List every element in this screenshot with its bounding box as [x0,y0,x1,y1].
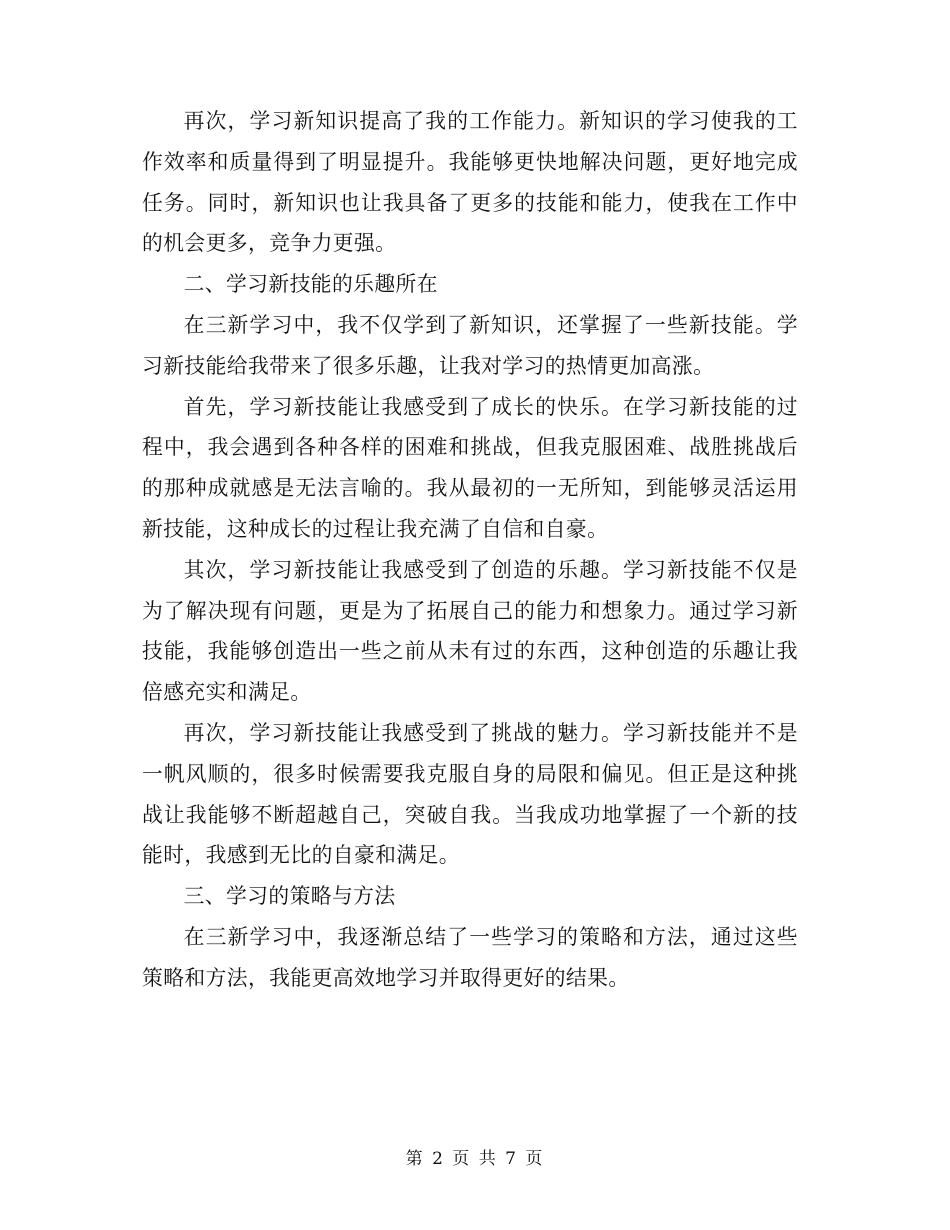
section-heading-strategies: 三、学习的策略与方法 [183,884,396,909]
section-heading-new-skills: 二、学习新技能的乐趣所在 [183,272,438,297]
paragraph-strategies-intro: 在三新学习中，我逐渐总结了一些学习的策略和方法，通过这些策略和方法，我能更高效地学习并取得更好的结果。 [142,924,798,990]
page-number-footer: 第 2 页 共 7 页 [405,1149,545,1169]
paragraph-challenge-charm: 再次，学习新技能让我感受到了挑战的魅力。学习新技能并不是一帆风顺的，很多时候需要我克服自身的局限和偏见。但正是这种挑战让我能够不断超越自己，突破自我。当我成功地掌握了一个新的技能时，我感到无比的自豪和满足。 [142,720,798,868]
paragraph-growth-joy: 首先，学习新技能让我感受到了成长的快乐。在学习新技能的过程中，我会遇到各种各样的困难和挑战，但我克服困难、战胜挑战后的那种成就感是无法言喻的。我从最初的一无所知，到能够灵活运用新技能，这种成长的过程让我充满了自信和自豪。 [142,394,798,541]
paragraph-creation-joy: 其次，学习新技能让我感受到了创造的乐趣。学习新技能不仅是为了解决现有问题，更是为了拓展自己的能力和想象力。通过学习新技能，我能够创造出一些之前从未有过的东西，这种创造的乐趣让我倍感充实和满足。 [142,557,798,705]
document-body [142,101,798,999]
paragraph-skills-intro: 在三新学习中，我不仅学到了新知识，还掌握了一些新技能。学习新技能给我带来了很多乐趣，让我对学习的热情更加高涨。 [142,312,798,378]
paragraph-work-ability: 再次，学习新知识提高了我的工作能力。新知识的学习使我的工作效率和质量得到了明显提升。我能够更快地解决问题，更好地完成任务。同时，新知识也让我具备了更多的技能和能力，使我在工作中的机会更多，竞争力更强。 [142,109,798,256]
